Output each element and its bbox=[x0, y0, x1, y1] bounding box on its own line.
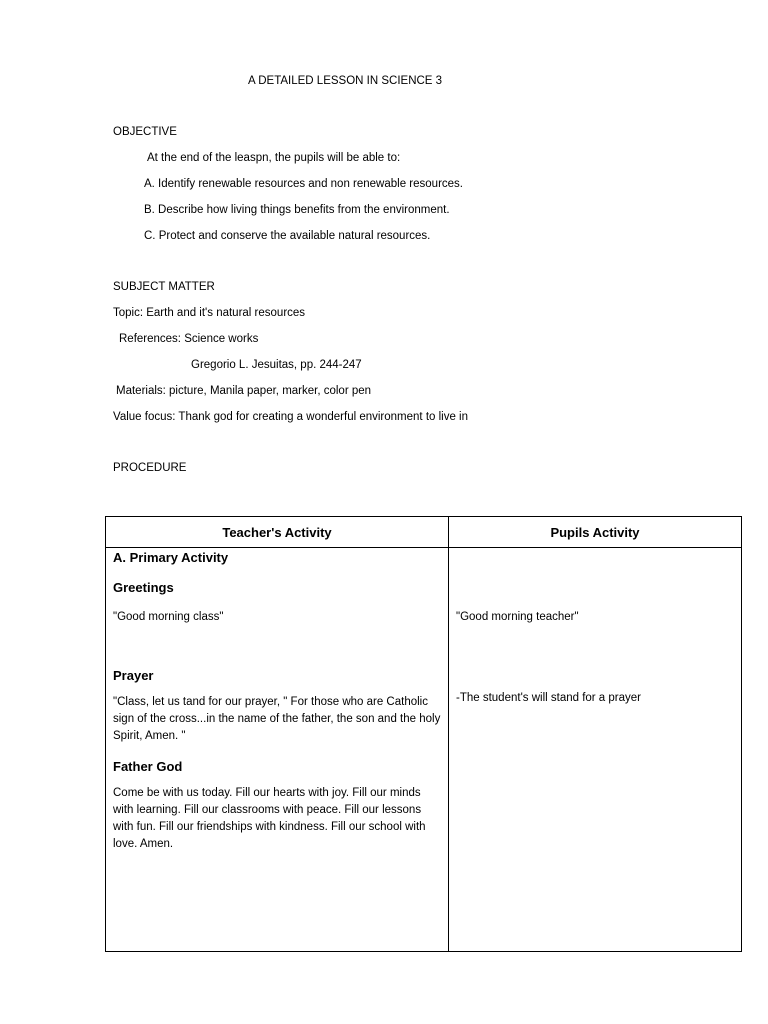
document-title: A DETAILED LESSON IN SCIENCE 3 bbox=[248, 75, 443, 87]
subject-matter-heading: SUBJECT MATTER bbox=[113, 281, 215, 293]
father-god-text: Come be with us today. Fill our hearts with joy. Fill our minds with learning. Fill our classrooms with peace. Fill our lessons with fun. Fill our friendships with kindness. Fill our school with love. Amen. bbox=[113, 787, 426, 850]
objective-intro: At the end of the leaspn, the pupils will be able to: bbox=[147, 152, 401, 164]
procedure-heading: PROCEDURE bbox=[113, 462, 187, 474]
subject-reference-detail: Gregorio L. Jesuitas, pp. 244-247 bbox=[191, 359, 362, 371]
greetings-heading: Greetings bbox=[113, 580, 174, 595]
objective-item-a: A. Identify renewable resources and non renewable resources. bbox=[144, 178, 463, 190]
objective-heading: OBJECTIVE bbox=[113, 126, 177, 138]
pupils-activity-header: Pupils Activity bbox=[449, 517, 742, 548]
table-row bbox=[106, 548, 742, 952]
subject-materials: Materials: picture, Manila paper, marker, color pen bbox=[116, 385, 372, 397]
prayer-heading: Prayer bbox=[113, 668, 154, 683]
objective-item-c: C. Protect and conserve the available natural resources. bbox=[144, 230, 431, 242]
prayer-response: -The student's will stand for a prayer bbox=[456, 692, 641, 704]
greetings-text: "Good morning class" bbox=[113, 611, 224, 623]
prayer-text: "Class, let us tand for our prayer, " For those who are Catholic sign of the cross...in the name of the father, the son and the holy Spirit, Amen. " bbox=[113, 696, 441, 742]
teacher-activity-cell bbox=[106, 548, 449, 952]
teacher-activity-header: Teacher's Activity bbox=[106, 517, 449, 548]
procedure-table bbox=[105, 516, 742, 952]
subject-references: References: Science works bbox=[119, 333, 259, 345]
father-god-heading: Father God bbox=[113, 759, 183, 774]
subject-topic: Topic: Earth and it's natural resources bbox=[113, 307, 306, 319]
objective-item-b: B. Describe how living things benefits from the environment. bbox=[144, 204, 450, 216]
subject-value-focus: Value focus: Thank god for creating a wonderful environment to live in bbox=[113, 411, 469, 423]
pupils-activity-cell bbox=[449, 548, 742, 952]
greetings-response: "Good morning teacher" bbox=[456, 611, 579, 623]
primary-activity-heading: A. Primary Activity bbox=[113, 550, 229, 565]
table-header-row bbox=[106, 517, 742, 548]
